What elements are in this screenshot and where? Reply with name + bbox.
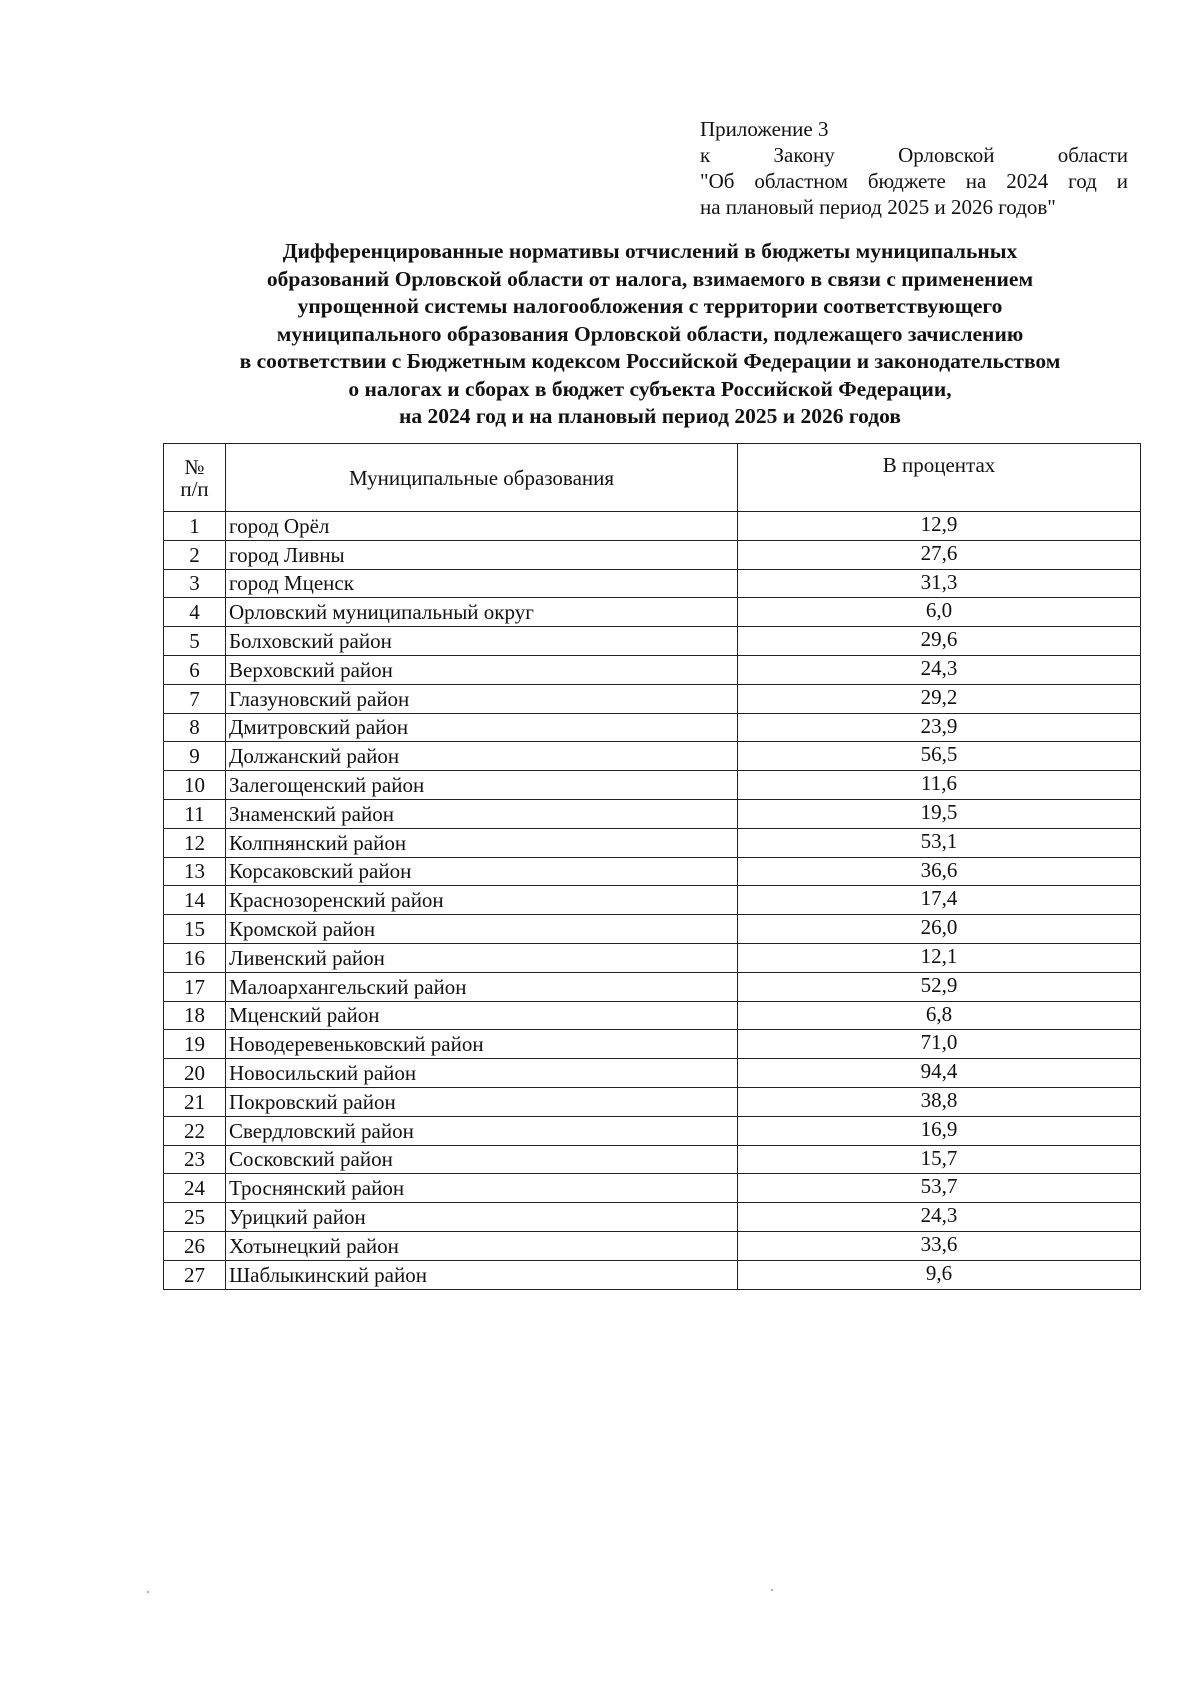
row-percent: 12,9 <box>738 512 1141 541</box>
row-number: 16 <box>164 943 226 972</box>
table-row <box>164 684 1141 713</box>
row-municipality: город Ливны <box>226 540 738 569</box>
row-number: 14 <box>164 886 226 915</box>
row-percent: 17,4 <box>738 886 1141 915</box>
row-number: 5 <box>164 627 226 656</box>
table-row <box>164 655 1141 684</box>
row-percent: 6,0 <box>738 598 1141 627</box>
row-percent: 38,8 <box>738 1087 1141 1116</box>
row-municipality: Кромской район <box>226 915 738 944</box>
title-line: Дифференцированные нормативы отчислений в бюджеты муниципальных <box>282 239 1018 263</box>
row-number: 12 <box>164 828 226 857</box>
row-number: 27 <box>164 1260 226 1289</box>
row-percent: 52,9 <box>738 972 1141 1001</box>
row-number: 17 <box>164 972 226 1001</box>
row-municipality: Верховский район <box>226 655 738 684</box>
table-row <box>164 1174 1141 1203</box>
table-row <box>164 713 1141 742</box>
title-line: образований Орловской области от налога, взимаемого в связи с применением <box>266 266 1034 291</box>
table-row <box>164 1260 1141 1289</box>
row-number: 15 <box>164 915 226 944</box>
row-municipality: Ливенский район <box>226 943 738 972</box>
row-municipality: Троснянский район <box>226 1174 738 1203</box>
header-number-sign: № <box>184 454 205 479</box>
row-number: 20 <box>164 1059 226 1088</box>
row-number: 1 <box>164 512 226 541</box>
row-municipality: Хотынецкий район <box>226 1231 738 1260</box>
title-line: упрощенной системы налогообложения с территории соответствующего <box>297 294 1003 318</box>
row-percent: 26,0 <box>738 915 1141 944</box>
table-row <box>164 857 1141 886</box>
table-row <box>164 1203 1141 1232</box>
table-row <box>164 1116 1141 1145</box>
row-municipality: Орловский муниципальный округ <box>226 598 738 627</box>
row-municipality: Болховский район <box>226 627 738 656</box>
norms-table <box>163 443 1141 1290</box>
table-row <box>164 1001 1141 1030</box>
title-line: о налогах и сборах в бюджет субъекта Российской Федерации, <box>348 376 952 401</box>
row-number: 8 <box>164 713 226 742</box>
row-percent: 24,3 <box>738 1203 1141 1232</box>
row-number: 11 <box>164 799 226 828</box>
row-percent: 12,1 <box>738 943 1141 972</box>
table-row <box>164 1030 1141 1059</box>
row-number: 4 <box>164 598 226 627</box>
scan-speck <box>771 1589 773 1591</box>
row-percent: 36,6 <box>738 857 1141 886</box>
row-municipality: Малоархангельский район <box>226 972 738 1001</box>
row-number: 13 <box>164 857 226 886</box>
row-municipality: Новодеревеньковский район <box>226 1030 738 1059</box>
row-percent: 29,2 <box>738 684 1141 713</box>
row-municipality: Краснозоренский район <box>226 886 738 915</box>
row-number: 2 <box>164 540 226 569</box>
table-row <box>164 598 1141 627</box>
row-municipality: Новосильский район <box>226 1059 738 1088</box>
table-row <box>164 915 1141 944</box>
row-percent: 71,0 <box>738 1030 1141 1059</box>
table-row <box>164 742 1141 771</box>
row-municipality: город Мценск <box>226 569 738 598</box>
table-row <box>164 540 1141 569</box>
scan-speck <box>147 1591 149 1593</box>
row-percent: 24,3 <box>738 655 1141 684</box>
table-row <box>164 886 1141 915</box>
table-row <box>164 1087 1141 1116</box>
row-municipality: город Орёл <box>226 512 738 541</box>
row-municipality: Залегощенский район <box>226 771 738 800</box>
header-municipality: Муниципальные образования <box>226 444 738 512</box>
row-number: 26 <box>164 1231 226 1260</box>
row-percent: 56,5 <box>738 742 1141 771</box>
row-municipality: Колпнянский район <box>226 828 738 857</box>
table-row <box>164 972 1141 1001</box>
table-row <box>164 627 1141 656</box>
row-municipality: Мценский район <box>226 1001 738 1030</box>
row-number: 18 <box>164 1001 226 1030</box>
row-number: 21 <box>164 1087 226 1116</box>
row-municipality: Корсаковский район <box>226 857 738 886</box>
row-number: 19 <box>164 1030 226 1059</box>
row-percent: 6,8 <box>738 1001 1141 1030</box>
row-percent: 33,6 <box>738 1231 1141 1260</box>
row-percent: 16,9 <box>738 1116 1141 1145</box>
title-line: на 2024 год и на плановый период 2025 и 2026 годов <box>399 404 901 428</box>
table-row <box>164 1231 1141 1260</box>
row-municipality: Знаменский район <box>226 799 738 828</box>
appendix-law-ref: к Закону Орловской области <box>700 143 1128 167</box>
table-body <box>164 512 1141 1290</box>
row-percent: 23,9 <box>738 713 1141 742</box>
row-municipality: Шаблыкинский район <box>226 1260 738 1289</box>
table-row <box>164 828 1141 857</box>
header-number-pp: п/п <box>180 476 209 501</box>
header-percent: В процентах <box>738 444 1141 512</box>
row-number: 22 <box>164 1116 226 1145</box>
appendix-block <box>700 116 1128 220</box>
table-row <box>164 943 1141 972</box>
row-percent: 29,6 <box>738 627 1141 656</box>
header-number <box>164 444 226 512</box>
table-row <box>164 569 1141 598</box>
row-municipality: Глазуновский район <box>226 684 738 713</box>
row-percent: 53,7 <box>738 1174 1141 1203</box>
row-number: 25 <box>164 1203 226 1232</box>
row-municipality: Свердловский район <box>226 1116 738 1145</box>
title-line: в соответствии с Бюджетным кодексом Российской Федерации и законодательством <box>239 349 1061 373</box>
row-number: 7 <box>164 684 226 713</box>
row-municipality: Покровский район <box>226 1087 738 1116</box>
row-number: 24 <box>164 1174 226 1203</box>
row-municipality: Дмитровский район <box>226 713 738 742</box>
appendix-number: Приложение 3 <box>700 117 829 141</box>
table-row <box>164 512 1141 541</box>
row-municipality: Урицкий район <box>226 1203 738 1232</box>
row-number: 10 <box>164 771 226 800</box>
table-header-row <box>164 444 1141 512</box>
row-percent: 53,1 <box>738 828 1141 857</box>
row-percent: 27,6 <box>738 540 1141 569</box>
row-percent: 19,5 <box>738 799 1141 828</box>
title-line: муниципального образования Орловской области, подлежащего зачислению <box>276 321 1024 346</box>
row-percent: 31,3 <box>738 569 1141 598</box>
row-municipality: Сосковский район <box>226 1145 738 1174</box>
row-number: 23 <box>164 1145 226 1174</box>
table-row <box>164 1145 1141 1174</box>
table-row <box>164 799 1141 828</box>
row-municipality: Должанский район <box>226 742 738 771</box>
row-number: 3 <box>164 569 226 598</box>
row-percent: 9,6 <box>738 1260 1141 1289</box>
appendix-law-title: "Об областном бюджете на 2024 год и <box>700 169 1128 193</box>
row-percent: 94,4 <box>738 1059 1141 1088</box>
document-title <box>150 238 1150 431</box>
table-row <box>164 1059 1141 1088</box>
table-row <box>164 771 1141 800</box>
row-number: 9 <box>164 742 226 771</box>
row-number: 6 <box>164 655 226 684</box>
row-percent: 15,7 <box>738 1145 1141 1174</box>
row-percent: 11,6 <box>738 771 1141 800</box>
appendix-law-title-cont: на плановый период 2025 и 2026 годов" <box>700 195 1056 219</box>
